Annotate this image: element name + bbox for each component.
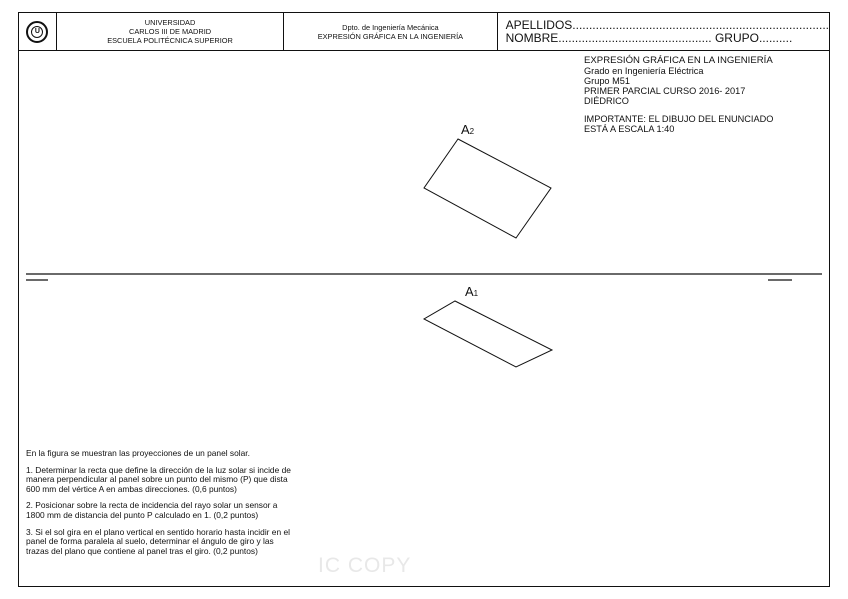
watermark: IC COPY [318, 554, 412, 577]
degree: Grado en Ingeniería Eléctrica [584, 66, 704, 76]
university-seal-icon: U [26, 21, 48, 43]
department-line: Dpto. de Ingeniería Mecánica [342, 22, 439, 32]
course-title: EXPRESIÓN GRÁFICA EN LA INGENIERÍA [584, 55, 773, 66]
university-line: ESCUELA POLITÉCNICA SUPERIOR [107, 36, 233, 45]
exam-name: PRIMER PARCIAL CURSO 2016- 2017 [584, 86, 746, 96]
university-line: UNIVERSIDAD [144, 18, 196, 27]
surname-field[interactable]: APELLIDOS............................................................................. [505, 17, 829, 32]
question-1: 1. Determinar la recta que define la dirección de la luz solar si incide de manera perpendicular al panel sobre un punto del mismo (P) que dista 600 mm del vértice A en ambas direcciones. (0,6 puntos) [26, 464, 291, 494]
question-2: 2. Posicionar sobre la recta de incidencia del rayo solar un sensor a 1800 mm de distancia del punto P calculado en 1. (0,2 puntos) [26, 500, 278, 520]
group: Grupo M51 [584, 76, 630, 86]
department-line: EXPRESIÓN GRÁFICA EN LA INGENIERÍA [317, 31, 464, 41]
panel-horizontal-projection [424, 301, 552, 367]
vertex-a1-label: A1 [465, 284, 479, 299]
scale-note-line2: ESTÁ A ESCALA 1:40 [584, 124, 675, 134]
panel-vertical-projection [424, 139, 551, 238]
statement-intro: En la figura se muestran las proyecciones de un panel solar. [26, 448, 250, 458]
exam-topic: DIÉDRICO [584, 96, 629, 106]
scale-note-line1: IMPORTANTE: EL DIBUJO DEL ENUNCIADO [584, 114, 774, 124]
question-3: 3. Si el sol gira en el plano vertical en sentido horario hasta incidir en el panel de forma paralela al suelo, determinar el ángulo de giro y las trazas del plano que contiene al panel tras el giro. (0,2 puntos) [26, 526, 290, 556]
problem-statement [26, 449, 366, 563]
vertex-a2-label: A2 [461, 122, 475, 137]
university-line: CARLOS III DE MADRID [128, 27, 212, 36]
name-group-field[interactable]: NOMBRE.............................................. GRUPO.......... [505, 30, 793, 45]
